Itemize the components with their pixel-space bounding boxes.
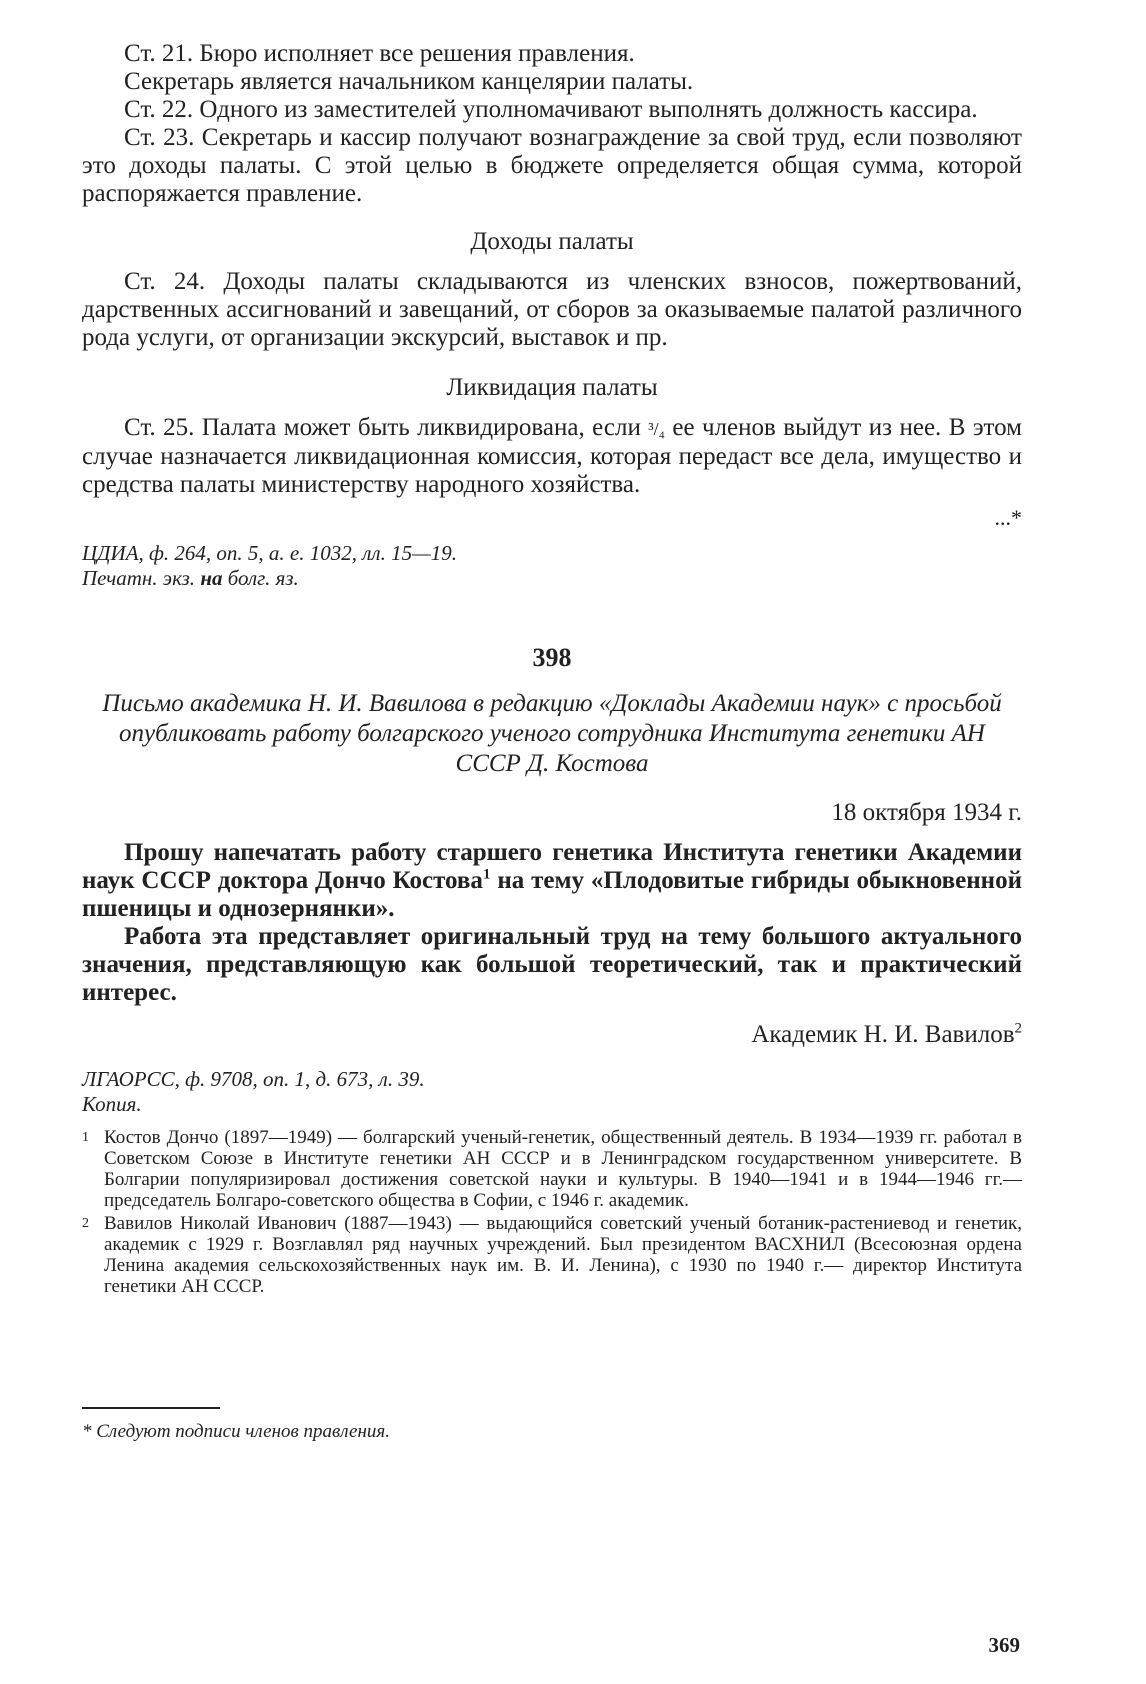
signature-name: Академик Н. И. Вавилов	[751, 1021, 1015, 1048]
letter-source-copy: Копия.	[82, 1092, 142, 1116]
secretary-paragraph: Секретарь является начальником канцелярии палаты.	[124, 68, 694, 95]
signature	[82, 1021, 1022, 1049]
article-22: Ст. 22. Одного из заместителей уполномачивают выполнять должность кассира.	[124, 96, 978, 123]
heading-income: Доходы палаты	[470, 228, 634, 255]
source-citation-archive: ЦДИА, ф. 264, оп. 5, а. е. 1032, лл. 15—19.	[82, 541, 457, 565]
letter-text-end: на тему «Плодовитые гибриды обыкновенной пшеницы и однозернянки».	[82, 867, 1022, 922]
page-number: 369	[988, 1633, 1020, 1657]
page	[82, 40, 1022, 1443]
heading-liquidation: Ликвидация палаты	[446, 374, 658, 401]
letter-text-start: Прошу напечатать работу старшего генетика Института генетики Академии наук СССР доктора Дончо Костова	[82, 839, 1022, 894]
article-21: Ст. 21. Бюро исполняет все решения правления.	[124, 40, 635, 67]
footnote-1-marker: 1	[82, 1130, 89, 1145]
footnotes	[82, 1127, 1022, 1297]
source-copy-prefix: Печатн. экз.	[82, 566, 201, 590]
source-copy-suffix: болг. яз.	[222, 566, 299, 590]
document-date: 18 октября 1934 г.	[831, 799, 1022, 826]
fraction-three-quarters: ³/₄	[648, 419, 665, 439]
letter-source-archive: ЛГАОРСС, ф. 9708, оп. 1, д. 673, л. 39.	[82, 1067, 425, 1091]
omission-mark: ...*	[994, 505, 1022, 530]
letter-paragraph-2: Работа эта представляет оригинальный труд на тему большого актуального значения, представляющую как большой теоретический, так и практический интерес.	[82, 923, 1022, 1006]
footnote-ref-1: 1	[482, 866, 491, 883]
star-footnote: * Следуют подписи членов правления.	[82, 1421, 390, 1442]
footnote-1-text: Костов Дончо (1897—1949) — болгарский ученый-генетик, общественный деятель. В 1934—1939 гг. работал в Советском Союзе в Институте генетики АН СССР и в Ленинградском государственном университете. В Болгарии популяризировал достижения советской науки и культуры. В 1940—1941 и в 1944—1946 гг.— председатель Болгаро-советского общества в Софии, с 1946 г. академик.	[104, 1127, 1022, 1211]
article-25-text-start: Ст. 25. Палата может быть ликвидирована, если	[124, 414, 649, 441]
footnote-ref-2: 2	[1014, 1020, 1022, 1037]
source-copy-bold: на	[200, 566, 223, 590]
article-23: Ст. 23. Секретарь и кассир получают вознаграждение за свой труд, если позволяют это доходы палаты. С этой целью в бюджете определяется общая сумма, которой распоряжается правление.	[82, 124, 1022, 207]
letter-paragraph-1	[82, 839, 1022, 923]
footnote-2-marker: 2	[82, 1216, 89, 1231]
source-citation-copy	[82, 566, 1022, 591]
document-title: Письмо академика Н. И. Вавилова в редакцию «Доклады Академии наук» с просьбой опубликовать работу болгарского ученого сотрудника Института генетики АН СССР Д. Костова	[102, 690, 1002, 777]
document-number: 398	[532, 643, 572, 672]
article-24: Ст. 24. Доходы палаты складываются из членских взносов, пожертвований, дарственных ассигнований и завещаний, от сборов за оказываемые палатой различного рода услуги, от организации экскурсий, выставок и пр.	[82, 268, 1022, 351]
article-25	[82, 414, 1022, 499]
footnote-1	[82, 1127, 1022, 1211]
footnote-2	[82, 1213, 1022, 1297]
footnote-2-text: Вавилов Николай Иванович (1887—1943) — выдающийся советский ученый ботаник-растениевод и генетик, академик с 1929 г. Возглавлял ряд научных учреждений. Был президентом ВАСХНИЛ (Всесоюзная ордена Ленина академия сельскохозяйственных наук им. В. И. Ленина), с 1930 по 1940 г.— директор Института генетики АН СССР.	[104, 1213, 1022, 1297]
footnote-rule	[82, 1407, 220, 1409]
article-25-text-end: ее членов выйдут из нее. В этом случае назначается ликвидационная комиссия, которая передаст все дела, имущество и средства палаты министерству народного хозяйства.	[82, 414, 1022, 498]
